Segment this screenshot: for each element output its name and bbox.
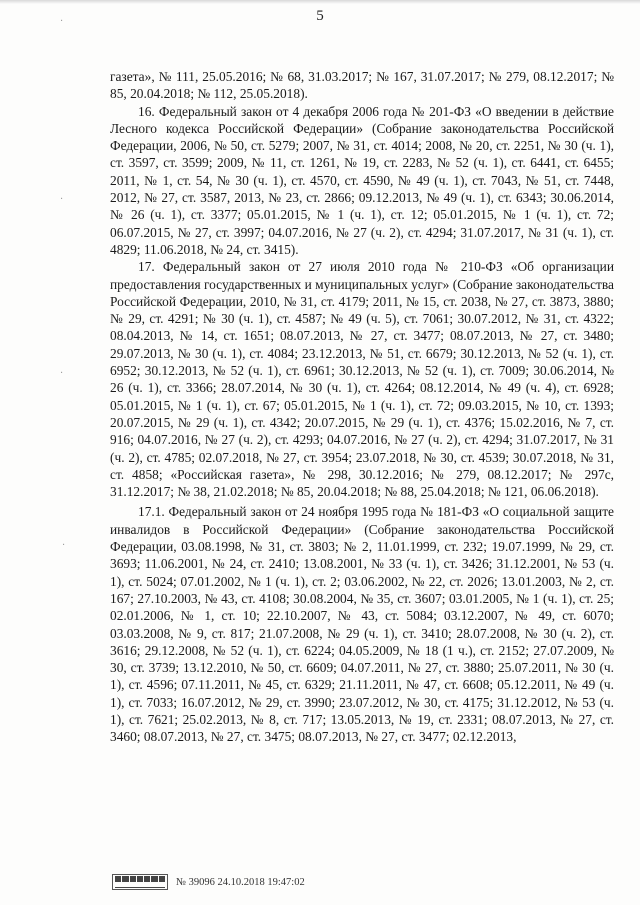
document-body [110,68,614,746]
paragraph-item-17: 17. Федеральный закон от 27 июля 2010 года № 210-ФЗ «Об организации предоставления государственных и муниципальных услуг» (Собрание законодательства Российской Федерации, 2010, № 31, ст. 4179; 2011, № 15, ст. 2038, № 27, ст. 3873, 3880; № 29, ст. 4291; № 30 (ч. 1), ст. 4587; № 49 (ч. 5), ст. 7061; 30.07.2012, № 31, ст. 4322; 08.04.2013, № 14, ст. 1651; 08.07.2013, № 27, ст. 3477; 08.07.2013, № 27, ст. 3480; 29.07.2013, № 30 (ч. 1), ст. 4084; 23.12.2013, № 51, ст. 6679; 30.12.2013, № 52 (ч. 1), ст. 6952; 30.12.2013, № 52 (ч. 1), ст. 6961; 30.12.2013, № 52 (ч. 1), ст. 7009; 30.06.2014, № 26 (ч. 1), ст. 3366; 28.07.2014, № 30 (ч. 1), ст. 4264; 08.12.2014, № 49 (ч. 4), ст. 6928; 05.01.2015, № 1 (ч. 1), ст. 67; 05.01.2015, № 1 (ч. 1), ст. 72; 09.03.2015, № 10, ст. 1393; 20.07.2015, № 29 (ч. 1), ст. 4342; 20.07.2015, № 29 (ч. 1), ст. 4376; 15.02.2016, № 7, ст. 916; 04.07.2016, № 27 (ч. 2), ст. 4293; 04.07.2016, № 27 (ч. 2), ст. 4294; 31.07.2017, № 31 (ч. 2), ст. 4785; 02.07.2018, № 27, ст. 3954; 23.07.2018, № 30, ст. 4539; 30.07.2018, № 31, ст. 4858; «Российская газета», № 298, 30.12.2016; № 279, 08.12.2017; № 297с, 31.12.2017; № 38, 21.02.2018; № 85, 20.04.2018; № 88, 25.04.2018; № 121, 06.06.2018). [110,259,614,500]
margin-mark-icon: · [60,368,64,379]
paragraph-item-17-1: 17.1. Федеральный закон от 24 ноября 1995 года № 181-ФЗ «О социальной защите инвалидов в Российской Федерации» (Собрание законодательства Российской Федерации, 03.08.1998, № 31, ст. 3803; № 2, 11.01.1999, ст. 232; 19.07.1999, № 29, ст. 3693; 11.06.2001, № 24, ст. 2410; 13.08.2001, № 33 (ч. 1), ст. 3426; 31.12.2001, № 53 (ч. 1), ст. 5024; 07.01.2002, № 1 (ч. 1), ст. 2; 03.06.2002, № 22, ст. 2026; 13.01.2003, № 2, ст. 167; 27.10.2003, № 43, ст. 4108; 30.08.2004, № 35, ст. 3607; 03.01.2005, № 1 (ч. 1), ст. 25; 02.01.2006, № 1, ст. 10; 22.10.2007, № 43, ст. 5084; 03.12.2007, № 49, ст. 6070; 03.03.2008, № 9, ст. 817; 21.07.2008, № 29 (ч. 1), ст. 3410; 28.07.2008, № 30 (ч. 2), ст. 3616; 29.12.2008, № 52 (ч. 1), ст. 6224; 04.05.2009, № 18 (1 ч.), ст. 2152; 27.07.2009, № 30, ст. 3739; 13.12.2010, № 50, ст. 6609; 04.07.2011, № 27, ст. 3880; 25.07.2011, № 30 (ч. 1), ст. 4596; 07.11.2011, № 45, ст. 6329; 21.11.2011, № 47, ст. 6608; 05.12.2011, № 49 (ч. 1), ст. 7033; 16.07.2012, № 29, ст. 3990; 23.07.2012, № 30, ст. 4175; 31.12.2012, № 53 (ч. 1), ст. 7621; 25.02.2013, № 8, ст. 717; 13.05.2013, № 19, ст. 2331; 08.07.2013, № 27, ст. 3460; 08.07.2013, № 27, ст. 3475; 08.07.2013, № 27, ст. 3477; 02.12.2013, [110,504,614,745]
registration-number: № 39096 24.10.2018 19:47:02 [176,876,305,888]
page-footer [112,872,305,892]
margin-mark-icon: · [60,16,64,27]
paragraph-continuation: газета», № 111, 25.05.2016; № 68, 31.03.2017; № 167, 31.07.2017; № 279, 08.12.2017; № 85, 20.04.2018; № 112, 25.05.2018). [110,69,614,102]
margin-mark-icon: · [60,194,64,205]
paragraph-item-16: 16. Федеральный закон от 4 декабря 2006 года № 201-ФЗ «О введении в действие Лесного кодекса Российской Федерации» (Собрание законодательства Российской Федерации, 2006, № 50, ст. 5279; 2007, № 31, ст. 4014; 2008, № 20, ст. 2251, № 30 (ч. 1), ст. 3597, ст. 3599; 2009, № 11, ст. 1261, № 19, ст. 2283, № 52 (ч. 1), ст. 6441, ст. 6455; 2011, № 1, ст. 54, № 30 (ч. 1), ст. 4570, ст. 4590, № 49 (ч. 1), ст. 7043, № 51, ст. 7448, 2012, № 27, ст. 3587, 2013, № 23, ст. 2866; 09.12.2013, № 49 (ч. 1), ст. 6343; 30.06.2014, № 26 (ч. 1), ст. 3377; 05.01.2015, № 1 (ч. 1), ст. 12; 05.01.2015, № 1 (ч. 1), ст. 72; 06.07.2015, № 27, ст. 3997; 04.07.2016, № 27 (ч. 2), ст. 4294; 31.07.2017, № 31 (ч. 1), ст. 4829; 11.06.2018, № 24, ст. 3415). [110,103,614,257]
page-number: 5 [316,8,324,24]
registry-stamp-icon [112,874,168,890]
page-edge-shadow [0,0,640,4]
margin-mark-icon: · [62,540,66,551]
